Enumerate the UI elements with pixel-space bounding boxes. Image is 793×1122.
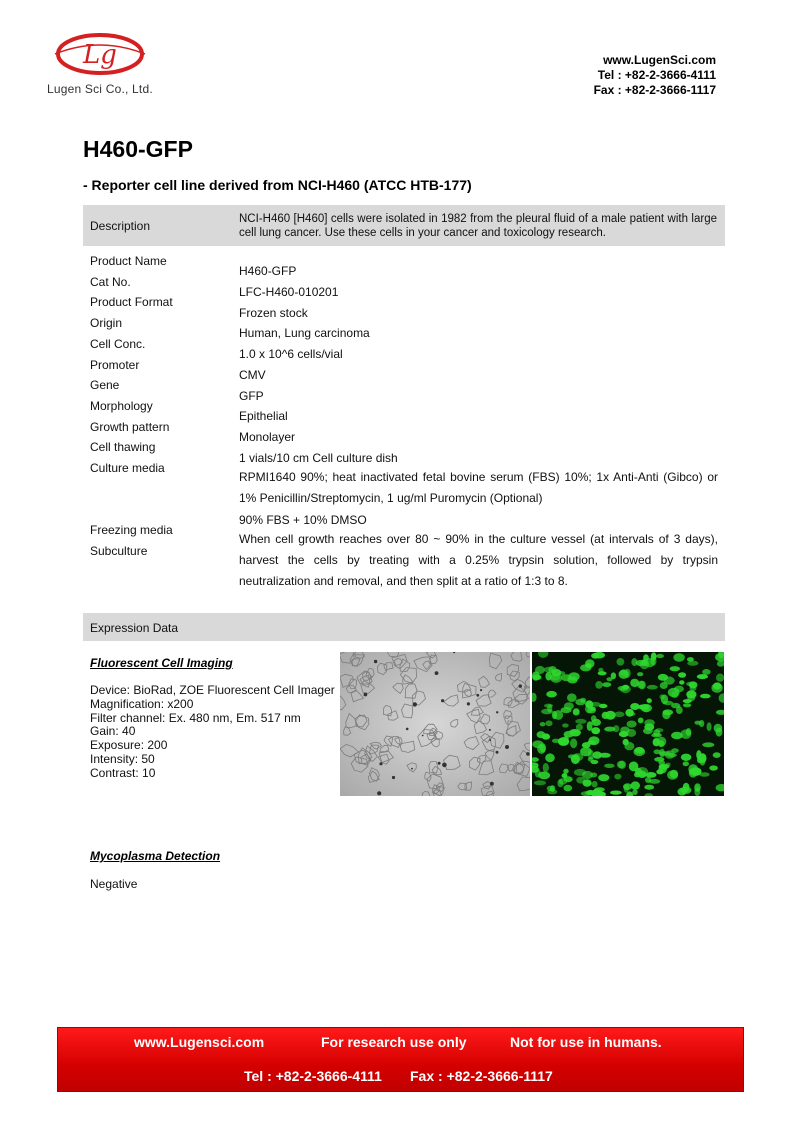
gene-value: GFP [239,389,264,403]
footer-not-human: Not for use in humans. [510,1034,662,1050]
mycoplasma-result: Negative [90,877,138,891]
spec-label: Freezing media [90,523,173,537]
imaging-details [90,684,335,781]
spec-label: Origin [90,316,123,330]
spec-label: Promoter [90,358,140,372]
header-contact [594,53,716,98]
spec-label: Product Format [90,295,173,309]
company-name: Lugen Sci Co., Ltd. [47,82,153,96]
header-website[interactable]: www.LugenSci.com [603,53,716,67]
fluorescence-image [532,652,724,796]
culture-media-value: RPMI1640 90%; heat inactivated fetal bovine serum (FBS) 10%; 1x Anti-Anti (Gibco) or 1% Penicillin/Streptomycin, 1 ug/ml Puromycin (Optional) [239,470,718,505]
footer-banner [57,1027,744,1092]
product-title: H460-GFP [83,136,193,162]
logo-monogram: Lg [83,40,117,70]
header-tel: Tel : +82-2-3666-4111 [597,68,716,82]
cat-no-value: LFC-H460-010201 [239,285,339,299]
footer-research-use: For research use only [321,1034,467,1050]
spec-label: Cat No. [90,275,131,289]
imaging-heading: Fluorescent Cell Imaging [90,656,233,670]
promoter-value: CMV [239,368,266,382]
footer-fax: Fax : +82-2-3666-1117 [410,1068,553,1084]
imaging-detail: Filter channel: Ex. 480 nm, Em. 517 nm [90,710,301,725]
imaging-detail: Magnification: x200 [90,696,194,711]
mycoplasma-heading: Mycoplasma Detection [90,849,221,863]
growth-pattern-value: Monolayer [239,430,296,444]
subculture-value: When cell growth reaches over 80 ~ 90% in the culture vessel (at intervals of 3 days), harvest the cells by treating with a 0.25% trypsin solution, followed by trypsin neutralization and removal, and then split at a ratio of 1:3 to 8. [239,532,718,588]
header-fax: Fax : +82-2-3666-1117 [593,83,716,97]
description-text: NCI-H460 [H460] cells were isolated in 1982 from the pleural fluid of a male patient with large cell lung cancer. Use these cells in your cancer and toxicology research. [239,213,717,239]
cell-conc-value: 1.0 x 10^6 cells/vial [239,347,343,361]
spec-label: Growth pattern [90,420,170,434]
imaging-detail: Gain: 40 [90,724,136,739]
spec-label: Cell Conc. [90,337,146,351]
spec-label: Morphology [90,399,153,413]
product-subtitle: - Reporter cell line derived from NCI-H460 (ATCC HTB-177) [83,177,472,193]
morphology-value: Epithelial [239,409,288,423]
imaging-detail: Contrast: 10 [90,765,156,780]
spec-label: Cell thawing [90,440,156,454]
imaging-detail: Device: BioRad, ZOE Fluorescent Cell Imager [90,683,335,697]
spec-label: Subculture [90,544,148,558]
product-name-value: H460-GFP [239,264,297,278]
spec-label: Gene [90,378,120,392]
expression-label: Expression Data [90,621,179,635]
imaging-detail: Intensity: 50 [90,751,155,766]
footer-tel: Tel : +82-2-3666-4111 [244,1068,382,1084]
logo-emblem-icon [45,26,165,86]
expression-bar [83,613,725,641]
spec-label: Culture media [90,461,165,475]
origin-value: Human, Lung carcinoma [239,326,370,340]
freezing-media-value: 90% FBS + 10% DMSO [239,513,367,527]
cell-thawing-value: 1 vials/10 cm Cell culture dish [239,451,398,465]
brightfield-image [340,652,530,796]
product-format-value: Frozen stock [239,306,308,320]
imaging-detail: Exposure: 200 [90,738,168,753]
spec-label: Product Name [90,254,167,268]
footer-website[interactable]: www.Lugensci.com [134,1034,265,1050]
description-label: Description [90,219,151,233]
